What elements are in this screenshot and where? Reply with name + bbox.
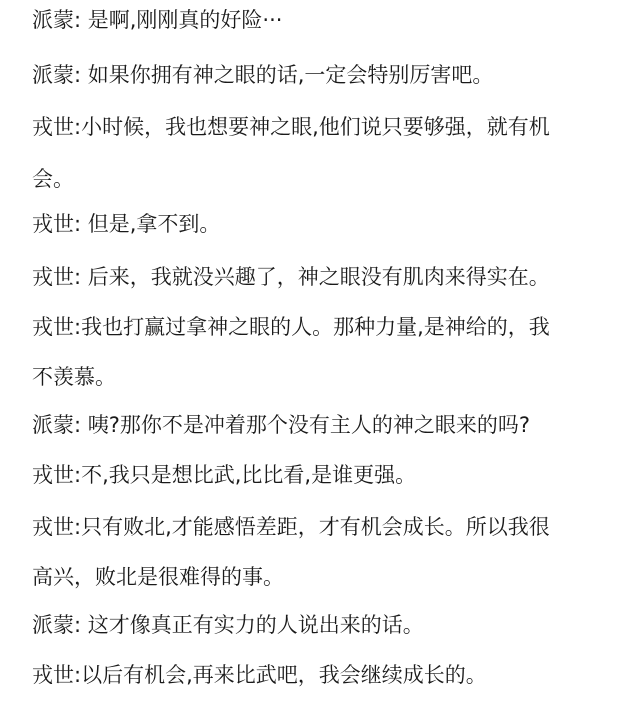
text-line: 戎世:只有败北,才能感悟差距，才有机会成长。所以我很 — [32, 515, 550, 539]
text-line: 派蒙: 这才像真正有实力的人说出来的话。 — [32, 613, 424, 637]
text-line: 会。 — [32, 167, 74, 191]
text-line: 派蒙: 如果你拥有神之眼的话,一定会特别厉害吧。 — [32, 63, 494, 87]
text-line: 戎世:我也打赢过拿神之眼的人。那种力量,是神给的，我 — [32, 315, 550, 339]
text-line: 戎世: 但是,拿不到。 — [32, 212, 221, 236]
text-line: 高兴，败北是很难得的事。 — [32, 565, 284, 589]
text-line: 不羡慕。 — [32, 365, 116, 389]
text-line: 戎世:不,我只是想比武,比比看,是谁更强。 — [32, 463, 417, 487]
text-line: 派蒙: 咦?那你不是冲着那个没有主人的神之眼来的吗? — [32, 413, 531, 437]
text-line: 派蒙: 是啊,刚刚真的好险··· — [32, 8, 283, 32]
text-line: 戎世:以后有机会,再来比武吧，我会继续成长的。 — [32, 663, 487, 687]
text-line: 戎世:小时候，我也想要神之眼,他们说只要够强，就有机 — [32, 115, 550, 139]
text-line: 戎世: 后来，我就没兴趣了，神之眼没有肌肉来得实在。 — [32, 265, 550, 289]
